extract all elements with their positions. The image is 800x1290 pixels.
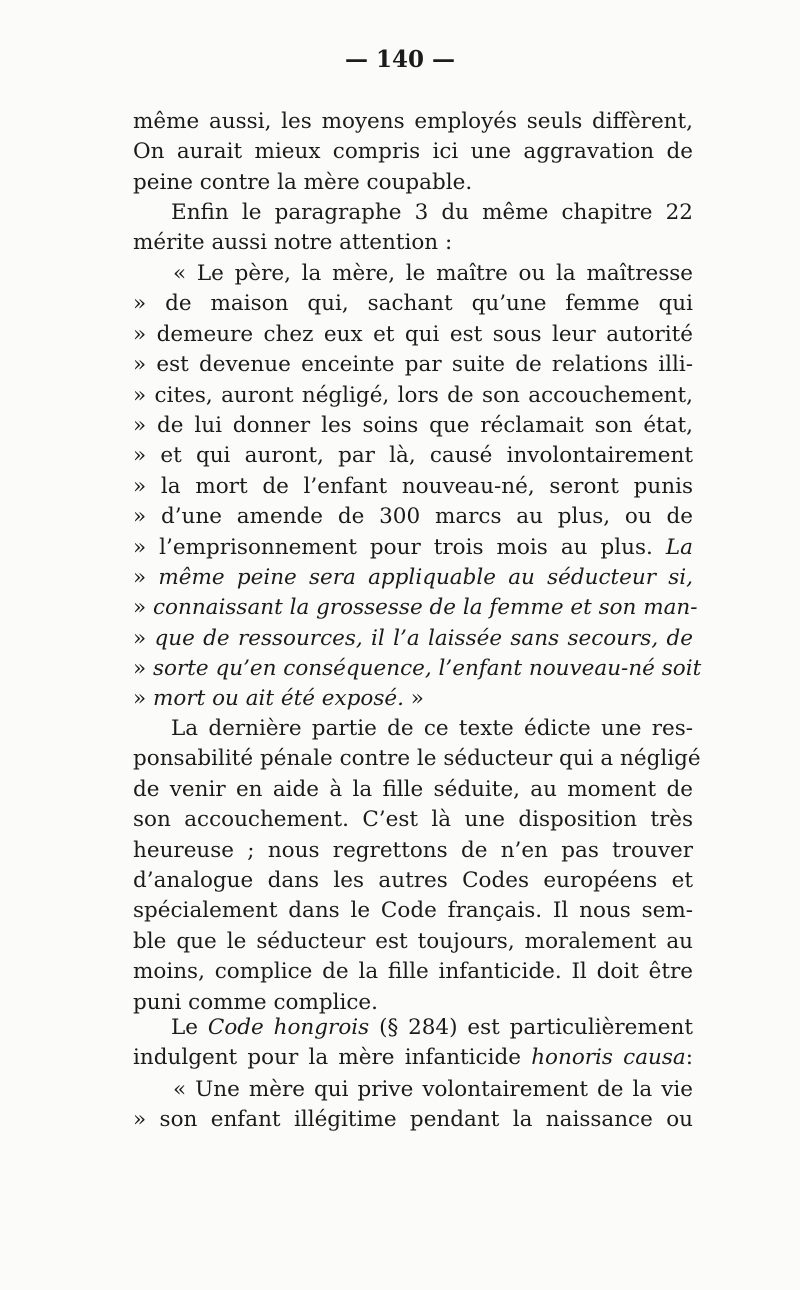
text-line: son accouchement. C’est là une disposition très [133, 807, 693, 833]
quote-italic: connaissant la grossesse de la femme et son man- [153, 595, 698, 621]
paragraph-4 [133, 1013, 693, 1074]
text-line: spécialement dans le Code français. Il nous sem- [133, 898, 693, 924]
paragraph-3 [133, 714, 701, 1018]
quote-line [133, 654, 702, 684]
closing-guillemet: » [410, 686, 424, 712]
quotation-2 [133, 1075, 693, 1136]
quote-roman: » l’emprisonnement pour trois mois au plus. [133, 534, 653, 560]
guillemet: » [133, 686, 147, 712]
text-roman: indulgent pour la mère infanticide [133, 1045, 521, 1071]
quote-italic: mort ou ait été exposé. [153, 686, 404, 712]
guillemet: » [133, 595, 147, 621]
text-line: puni comme complice. [133, 989, 378, 1015]
text-line: même aussi, les moyens employés seuls diffèrent, [133, 109, 693, 134]
text-line: ble que le séducteur est toujours, moralement au [133, 928, 693, 954]
quote-line: » est devenue enceinte par suite de relations illi- [133, 352, 693, 378]
quote-line [133, 684, 693, 714]
quote-line: » d’une amende de 300 marcs au plus, ou de [133, 504, 693, 530]
code-name-italic: Code hongrois [207, 1015, 370, 1040]
quote-italic: même peine sera appliquable au séducteur si, [158, 564, 693, 590]
quote-italic: que de ressources, il l’a laissée sans secours, de [154, 625, 693, 651]
quote-line [133, 624, 693, 654]
quote-line: » la mort de l’enfant nouveau-né, seront punis [133, 473, 693, 499]
quote-line [133, 563, 693, 593]
text-line [133, 1043, 693, 1073]
quote-line: » son enfant illégitime pendant la naissance ou [133, 1107, 693, 1133]
text-line: peine contre la mère coupable. [133, 169, 473, 195]
text-line: de venir en aide à la fille séduite, au moment de [133, 776, 693, 802]
quote-line [133, 533, 693, 563]
quote-line: » demeure chez eux et qui est sous leur autorité [133, 321, 693, 347]
quotation-1 [133, 259, 702, 715]
quote-line: » de maison qui, sachant qu’une femme qui [133, 291, 693, 317]
text-roman: Le [171, 1015, 199, 1040]
text-line: d’analogue dans les autres Codes européens et [133, 867, 693, 893]
quote-line: « Une mère qui prive volontairement de la vie [173, 1077, 693, 1102]
text-line: ponsabilité pénale contre le séducteur qui a négligé [133, 746, 701, 772]
text-line [133, 1013, 693, 1043]
quote-italic: sorte qu’en conséquence, l’enfant nouveau-né soit [153, 656, 702, 682]
quote-line: « Le père, la mère, le maître ou la maîtresse [173, 261, 693, 286]
paragraph-1 [133, 107, 693, 198]
paragraph-2 [133, 198, 693, 259]
text-line: La dernière partie de ce texte édicte une res- [171, 716, 693, 741]
text-roman: : [685, 1045, 693, 1071]
text-line: moins, complice de la fille infanticide. Il doit être [133, 959, 693, 985]
text-line: heureuse ; nous regrettons de n’en pas trouver [133, 837, 693, 863]
guillemet: » [133, 625, 147, 651]
guillemet: » [133, 656, 147, 682]
page-number: — 140 — [344, 46, 456, 73]
text-line: Enfin le paragraphe 3 du même chapitre 22 [171, 200, 693, 225]
latin-phrase-italic: honoris causa [531, 1045, 686, 1071]
text-roman: (§ 284) est particulièrement [379, 1015, 693, 1040]
quote-line: » cites, auront négligé, lors de son accouchement, [133, 382, 693, 408]
quote-italic: La [665, 534, 693, 560]
text-line: mérite aussi notre attention : [133, 230, 453, 256]
guillemet: » [133, 564, 147, 590]
text-line: On aurait mieux compris ici une aggravation de [133, 139, 693, 165]
quote-line [133, 593, 698, 623]
quote-line: » de lui donner les soins que réclamait son état, [133, 412, 693, 438]
quote-line: » et qui auront, par là, causé involontairement [133, 443, 693, 469]
